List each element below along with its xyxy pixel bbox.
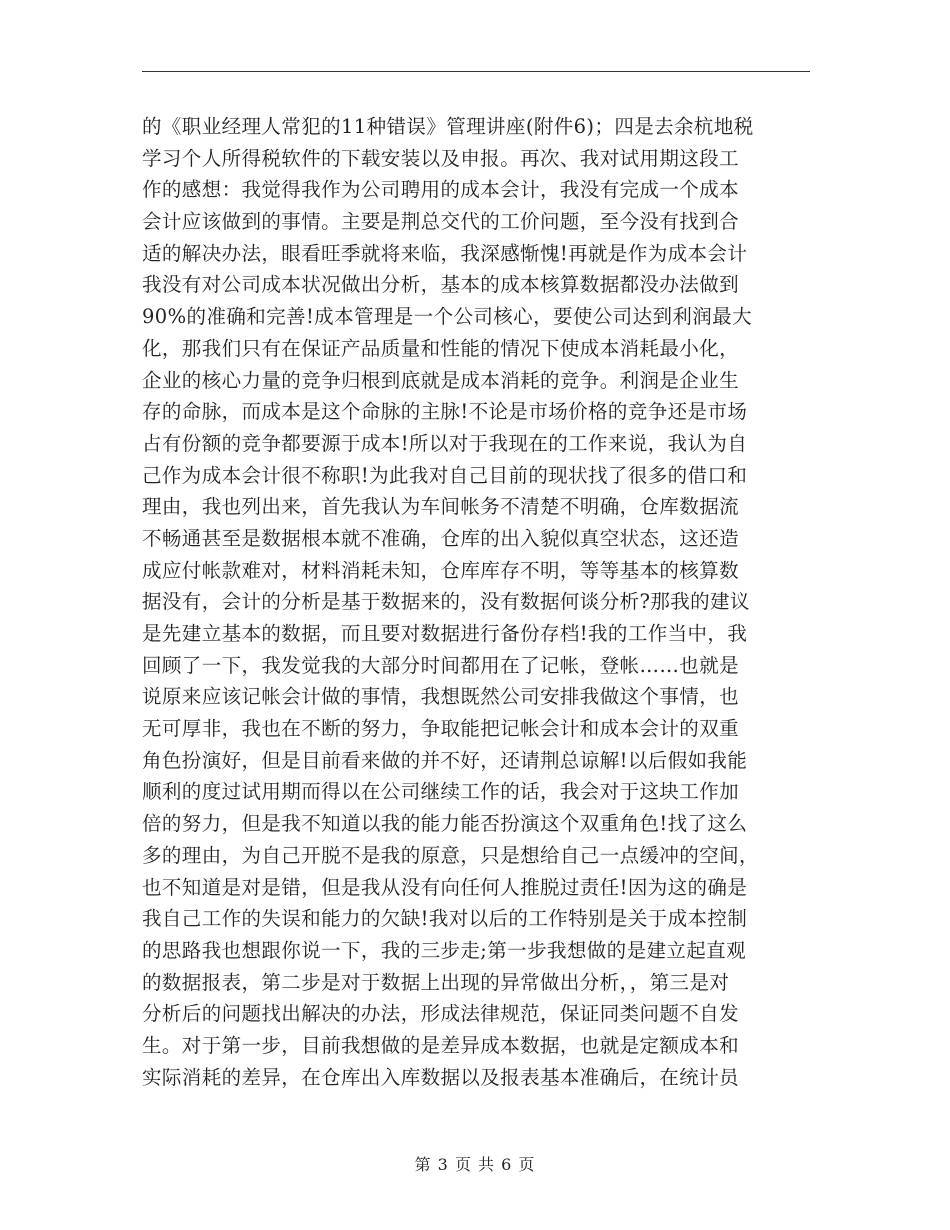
text-line: 己作为成本会计很不称职!为此我对自己目前的现状找了很多的借口和: [142, 463, 748, 487]
text-line: 生。对于第一步，目前我想做的是差异成本数据，也就是定额成本和: [142, 1033, 740, 1057]
text-line: 是先建立基本的数据，而且要对数据进行备份存档!我的工作当中，我: [142, 622, 748, 645]
header-rule: [142, 71, 810, 72]
text-line: 我没有对公司成本状况做出分析，基本的成本核算数据都没办法做到: [142, 273, 740, 297]
text-line: 无可厚非，我也在不断的努力，争取能把记帐会计和成本会计的双重: [142, 717, 740, 741]
text-line: 分析后的问题找出解决的办法，形成法律规范，保证同类问题不自发: [142, 1002, 740, 1026]
text-line: 作的感想：我觉得我作为公司聘用的成本会计，我没有完成一个成本: [142, 178, 740, 202]
text-line: 存的命脉，而成本是这个命脉的主脉!不论是市场价格的竞争还是市场: [142, 400, 748, 424]
text-line: 倍的努力，但是我不知道以我的能力能否扮演这个双重角色!找了这么: [142, 812, 748, 836]
text-line: 占有份额的竞争都要源于成本!所以对于我现在的工作来说，我认为自: [142, 431, 748, 455]
text-line: 90%的准确和完善!成本管理是一个公司核心，要使公司达到利润最大: [142, 305, 752, 329]
text-line: 回顾了一下，我发觉我的大部分时间都用在了记帐，登帐……也就是: [142, 653, 740, 677]
text-line: 角色扮演好，但是目前看来做的并不好，还请荆总谅解!以后假如我能: [142, 748, 748, 772]
text-line: 说原来应该记帐会计做的事情，我想既然公司安排我做这个事情，也: [142, 685, 740, 709]
text-line: 顺利的度过试用期而得以在公司继续工作的话，我会对于这块工作加: [142, 780, 740, 804]
page-number: 第 3 页 共 6 页: [414, 1155, 536, 1174]
text-line: 成应付帐款难对，材料消耗未知，仓库库存不明，等等基本的核算数: [142, 558, 740, 582]
text-line: 理由，我也列出来，首先我认为车间帐务不清楚不明确，仓库数据流: [142, 495, 740, 519]
text-line: 适的解决办法，眼看旺季就将来临，我深感惭愧!再就是作为成本会计: [142, 241, 748, 265]
text-line: 实际消耗的差异，在仓库出入库数据以及报表基本准确后，在统计员: [142, 1065, 740, 1089]
text-line: 不畅通甚至是数据根本就不准确，仓库的出入貌似真空状态，这还造: [142, 526, 740, 550]
text-line: 也不知道是对是错，但是我从没有向任何人推脱过责任!因为这的确是: [142, 875, 748, 899]
text-line: 化，那我们只有在保证产品质量和性能的情况下使成本消耗最小化，: [142, 336, 740, 360]
document-body: [142, 111, 814, 1093]
text-line: 企业的核心力量的竞争归根到底就是成本消耗的竞争。利润是企业生: [142, 368, 740, 392]
text-line: 学习个人所得税软件的下载安装以及申报。再次、我对试用期这段工: [142, 146, 740, 170]
text-line: 我自己工作的失误和能力的欠缺!我对以后的工作特别是关于成本控制: [142, 907, 748, 931]
text-line: 会计应该做到的事情。主要是荆总交代的工价问题，至今没有找到合: [142, 210, 740, 234]
text-line: 据没有，会计的分析是基于数据来的，没有数据何谈分析?那我的建议: [142, 590, 750, 614]
text-line: 的数据报表，第二步是对于数据上出现的异常做出分析，，第三是对: [142, 970, 730, 994]
text-line: 的《职业经理人常犯的11种错误》管理讲座(附件6)；四是去余杭地税: [142, 115, 754, 138]
text-line: 多的理由，为自己开脱不是我的原意，只是想给自己一点缓冲的空间，: [142, 843, 759, 867]
text-line: 的思路我也想跟你说一下，我的三步走;第一步我想做的是建立起直观: [142, 938, 746, 962]
